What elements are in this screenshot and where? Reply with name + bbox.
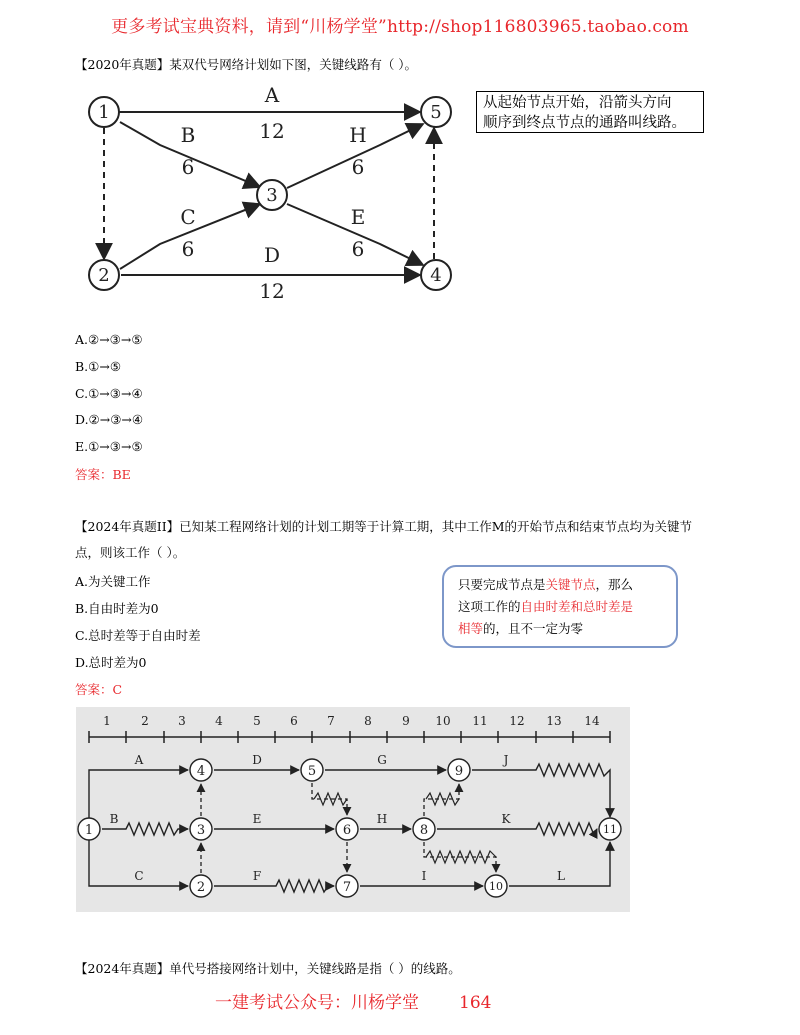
q1-note-line1: 从起始节点开始，沿箭头方向	[483, 95, 672, 111]
scale-9: 9	[402, 714, 410, 728]
scale-13: 13	[546, 714, 562, 728]
q2-note-bubble	[442, 565, 678, 648]
scale-5: 5	[253, 714, 261, 728]
scale-6: 6	[290, 714, 298, 728]
header-banner: 更多考试宝典资料，请到“川杨学堂”http://shop116803965.taobao.com	[111, 17, 689, 37]
q2-question-line1: 【2024年真题II】已知某工程网络计划的计划工期等于计算工期，其中工作M的开始节点和结束节点均为关键节	[75, 519, 692, 534]
footer-text: 一建考试公众号：川杨学堂	[215, 993, 419, 1013]
node-5: 5	[430, 102, 442, 123]
footer	[215, 988, 491, 1013]
label-E: E	[350, 205, 366, 229]
tnode-8: 8	[419, 823, 429, 838]
tnode-6: 6	[342, 823, 352, 838]
q2-option-d: D.总时差为0	[75, 655, 147, 670]
q3-question: 【2024年真题】单代号搭接网络计划中，关键线路是指（ ）的线路。	[75, 961, 461, 976]
tnode-2: 2	[196, 880, 206, 895]
q2-option-a: A.为关键工作	[75, 574, 151, 589]
q2-option-b: B.自由时差为0	[75, 601, 159, 616]
duration-B: 6	[181, 155, 195, 179]
tnode-3: 3	[196, 823, 206, 838]
node-2: 2	[98, 265, 110, 286]
tlabel-D: D	[252, 753, 262, 767]
tlabel-B: B	[109, 812, 119, 826]
tlabel-L: L	[557, 869, 565, 883]
tlabel-I: I	[421, 869, 427, 883]
q1-option-e: E.①→③→⑤	[75, 439, 143, 454]
tlabel-H: H	[376, 812, 388, 826]
label-C: C	[180, 205, 196, 229]
node-4: 4	[430, 265, 442, 286]
scale-2: 2	[141, 714, 149, 728]
q2-note-line3: 相等的，且不一定为零	[458, 621, 584, 636]
tnode-7: 7	[342, 880, 352, 895]
q1-option-d: D.②→③→④	[75, 412, 144, 427]
q2-note-line2: 这项工作的自由时差和总时差是	[458, 599, 634, 614]
tlabel-G: G	[377, 753, 387, 767]
label-D: D	[263, 243, 281, 267]
duration-C: 6	[181, 237, 195, 261]
q1-note-box	[476, 91, 704, 133]
scale-12: 12	[509, 714, 525, 728]
tnode-5: 5	[307, 764, 317, 779]
duration-A: 12	[259, 119, 285, 143]
q2-timescale-network	[76, 707, 630, 912]
scale-11: 11	[472, 714, 488, 728]
tnode-10: 10	[489, 880, 503, 893]
tnode-11: 11	[603, 823, 617, 836]
q1-note-line2: 顺序到终点节点的通路叫线路。	[483, 115, 686, 131]
node-3: 3	[266, 185, 278, 206]
label-A: A	[264, 83, 280, 107]
duration-H: 6	[351, 155, 365, 179]
tlabel-K: K	[501, 812, 511, 826]
scale-14: 14	[584, 714, 600, 728]
duration-D: 12	[259, 279, 285, 303]
tlabel-A: A	[134, 753, 144, 767]
node-1: 1	[98, 102, 110, 123]
q2-option-c: C.总时差等于自由时差	[75, 628, 201, 643]
scale-10: 10	[435, 714, 451, 728]
q2-note-line1: 只要完成节点是关键节点，那么	[458, 577, 634, 592]
label-B: B	[180, 123, 196, 147]
tlabel-F: F	[252, 869, 262, 883]
q1-network-diagram	[70, 82, 470, 312]
scale-3: 3	[178, 714, 186, 728]
tnode-9: 9	[454, 764, 464, 779]
q1-question: 【2020年真题】某双代号网络计划如下图，关键线路有（ ）。	[75, 57, 418, 72]
page-number: 164	[459, 993, 492, 1013]
tlabel-J: J	[503, 753, 509, 767]
label-H: H	[349, 123, 367, 147]
tnode-1: 1	[84, 823, 94, 838]
q1-option-a: A.②→③→⑤	[75, 332, 143, 347]
duration-E: 6	[351, 237, 365, 261]
scale-1: 1	[103, 714, 111, 728]
q2-answer: 答案：C	[75, 682, 123, 697]
scale-4: 4	[215, 714, 223, 728]
q1-option-c: C.①→③→④	[75, 386, 143, 401]
scale-8: 8	[364, 714, 372, 728]
tlabel-E: E	[252, 812, 262, 826]
tlabel-C: C	[134, 869, 144, 883]
scale-7: 7	[327, 714, 335, 728]
q1-option-b: B.①→⑤	[75, 359, 122, 374]
tnode-4: 4	[196, 764, 206, 779]
q2-question-line2: 点，则该工作（ ）。	[75, 545, 186, 560]
q1-answer: 答案：BE	[75, 467, 131, 482]
